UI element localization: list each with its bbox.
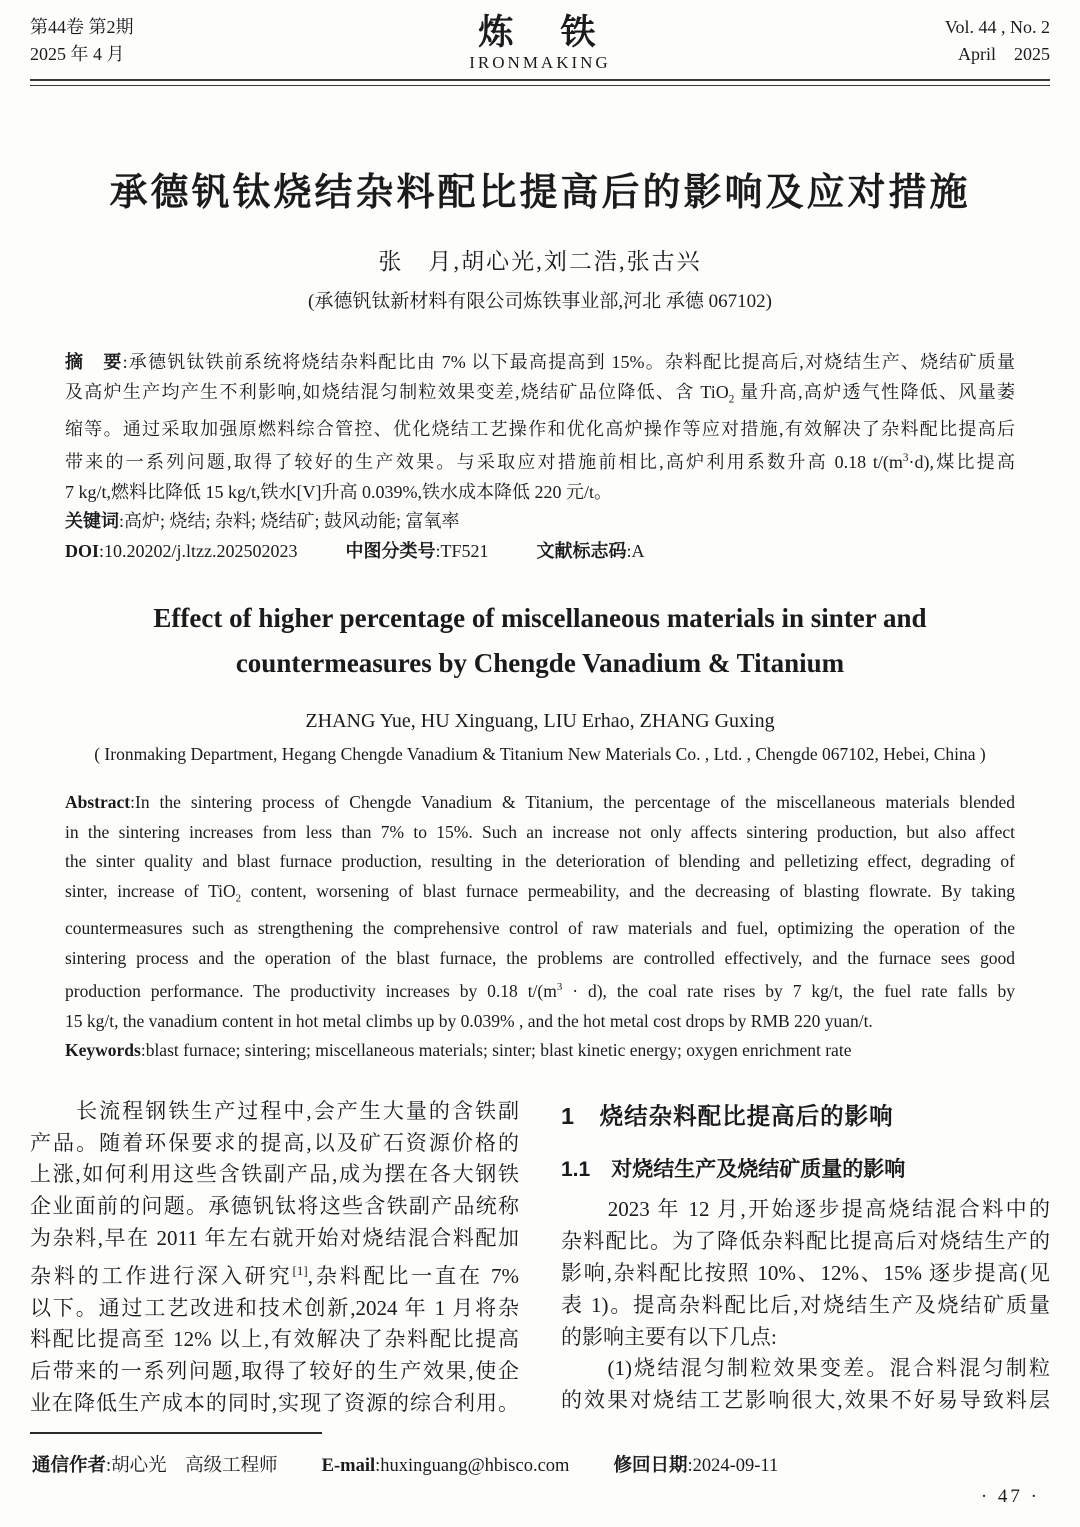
text-line: 15 kg/t, the vanadium content in hot metal climbs up by 0.039% , and the hot metal cost drops by RMB 220 yuan/t. [65,1010,873,1031]
text-line: 产品。随着环保要求的提高,以及矿石资源价格的 [30,1130,519,1155]
text-line: sinter, increase of TiO$_2$ content, worsening of blast furnace permeability, and the decreasing of blasting flowrate. By taking [65,880,1015,905]
text-line: 后带来的一系列问题,取得了较好的生产效果,使企 [30,1359,519,1384]
text-line: 上涨,如何利用这些含铁副产品,成为摆在各大钢铁 [30,1162,519,1187]
text-line: 摘 要:承德钒钛铁前系统将烧结杂料配比由 7% 以下最高提高到 15%。杂料配比提高后,对烧结生产、烧结矿质量 [65,352,1015,372]
keywords-cn [65,507,1015,537]
email-text: :huxinguang@hbisco.com [375,1456,570,1476]
text-line: 及高炉生产均产生不利影响,如烧结混匀制粒效果变差,烧结矿品位降低、含 TiO$_2$ 量升高,高炉透气性降低、风量萎 [65,381,1016,406]
email-label: E-mail [321,1456,376,1476]
text-line: 为杂料,早在 2011 年左右就开始对烧结混合料配加 [30,1225,519,1250]
right-column [561,1096,1050,1420]
revision-date-text: :2024-09-11 [687,1456,779,1476]
clc-label: 中图分类号 [345,540,436,561]
text-line: 7 kg/t,燃料比降低 15 kg/t,铁水[V]升高 0.039%,铁水成本降低 220 元/t。 [65,481,612,502]
journal-name-en: IRONMAKING [469,53,611,72]
page-number: · 47 · [980,1486,1040,1507]
text-line: (1)烧结混匀制粒效果变差。混合料混匀制粒 [561,1356,1050,1381]
keywords-cn-text: :高炉; 烧结; 杂料; 烧结矿; 鼓风动能; 富氧率 [119,511,460,532]
clc-value: :TF521 [435,540,489,561]
keywords-en [65,1036,1015,1066]
right-column-text [561,1194,1050,1417]
section-1-heading: 1 烧结杂料配比提高后的影响 [561,1102,894,1129]
volume-number-en: Vol. 44 , No. 2 [944,17,1050,37]
text-line: 杂料的工作进行深入研究[1],杂料配比一直在 7% [30,1262,520,1288]
corresponding-author-label: 通信作者 [32,1454,107,1475]
text-line: production performance. The productivity increases by 0.18 $t/(m^3 \cdot d)$, the coal rate rises by 7 kg/t, the fuel rate falls by [65,980,1015,1001]
doi-label: DOI [65,540,100,561]
issue-date-en: April 2025 [958,44,1050,64]
section-1-1-heading: 1.1 对烧结生产及烧结矿质量的影响 [561,1157,906,1181]
corresponding-author-text: :胡心光 高级工程师 [106,1456,278,1476]
text-line: countermeasures such as strengthening the comprehensive control of raw materials and fuel, optimizing the operation of the [65,917,1015,938]
text-line: 的影响主要有以下几点: [561,1324,777,1349]
doc-code-value: :A [626,540,645,561]
keywords-en-label: Keywords [65,1040,141,1061]
article-title-en-line1: Effect of higher percentage of miscellaneous materials in sinter and [153,603,927,634]
text-line: 业在降低生产成本的同时,实现了资源的综合利用。 [30,1390,519,1415]
issue-volume-cn: 第44卷 第2期 [30,17,134,37]
text-line: 以下。通过工艺改进和技术创新,2024 年 1 月将杂 [30,1295,519,1320]
text-line: 料配比提高至 12% 以上,有效解决了杂料配比提高 [30,1327,519,1352]
affiliation-en: ( Ironmaking Department, Hegang Chengde Vanadium & Titanium New Materials Co. , Ltd. , Chengde 067102, Hebei, China ) [94,744,986,765]
abstract-en [65,788,1015,1036]
header-divider [30,79,1050,86]
doi-line [65,537,1015,567]
journal-header [30,14,1050,73]
abstract-cn [65,348,1015,507]
text-line: sintering process and the operation of the blast furnace, the problems are controlled effectively, and the furnace sees good [65,947,1015,968]
text-line: 影响,杂料配比按照 10%、12%、15% 逐步提高(见 [561,1260,1050,1285]
doc-code-label: 文献标志码 [536,540,627,561]
article-title-cn: 承德钒钛烧结杂料配比提高后的影响及应对措施 [109,172,971,214]
text-line: 2023 年 12 月,开始逐步提高烧结混合料中的 [561,1197,1050,1222]
issue-date-cn: 2025 年 4 月 [30,44,125,64]
footnote-divider [30,1432,322,1434]
affiliation-cn: (承德钒钛新材料有限公司炼铁事业部,河北 承德 067102) [308,291,772,312]
text-line: 企业面前的问题。承德钒钛将这些含铁副产品统称 [30,1194,519,1219]
article-title-en-line2: countermeasures by Chengde Vanadium & Titanium [235,648,845,679]
journal-name-cn: 炼 铁 [478,13,602,52]
revision-date-label: 修回日期 [613,1454,688,1475]
authors-cn: 张 月,胡心光,刘二浩,张古兴 [378,249,702,274]
text-line: in the sintering increases from less than 7% to 15%. Such an increase not only affects sintering production, but also affect [65,821,1015,842]
left-column [30,1096,519,1420]
text-line: 的效果对烧结工艺影响很大,效果不好易导致料层 [561,1388,1050,1413]
text-line: 长流程钢铁生产过程中,会产生大量的含铁副 [30,1098,519,1123]
keywords-cn-label: 关键词 [65,511,119,532]
footer-correspondence [32,1452,778,1479]
journal-issue-info [30,14,240,68]
text-line: the sinter quality and blast furnace production, resulting in the deterioration of blending and pelletizing effect, degrading of [65,851,1015,872]
text-line: 带来的一系列问题,取得了较好的生产效果。与采取应对措施前相比,高炉利用系数升高 0.18 $t/(m^3\cdot d)$,煤比提高 [65,452,1015,473]
authors-en: ZHANG Yue, HU Xinguang, LIU Erhao, ZHANG Guxing [305,710,775,733]
text-line: 表 1)。提高杂料配比后,对烧结生产及烧结矿质量 [561,1292,1050,1317]
doi-value: :10.20202/j.ltzz.202502023 [99,540,298,561]
journal-volume-info [840,14,1050,68]
keywords-en-text: :blast furnace; sintering; miscellaneous materials; sinter; blast kinetic energy; oxygen enrichment rate [140,1040,852,1061]
journal-logo [240,14,840,73]
text-line: 杂料配比。为了降低杂料配比提高后对烧结生产的 [561,1229,1050,1254]
text-line: 缩等。通过采取加强原燃料综合管控、优化烧结工艺操作和优化高炉操作等应对措施,有效解决了杂料配比提高后 [65,418,1015,439]
text-line: Abstract:In the sintering process of Chengde Vanadium & Titanium, the percentage of the miscellaneous materials blended [65,792,1015,813]
article-title-en [30,596,1050,686]
body-columns [30,1096,1050,1420]
